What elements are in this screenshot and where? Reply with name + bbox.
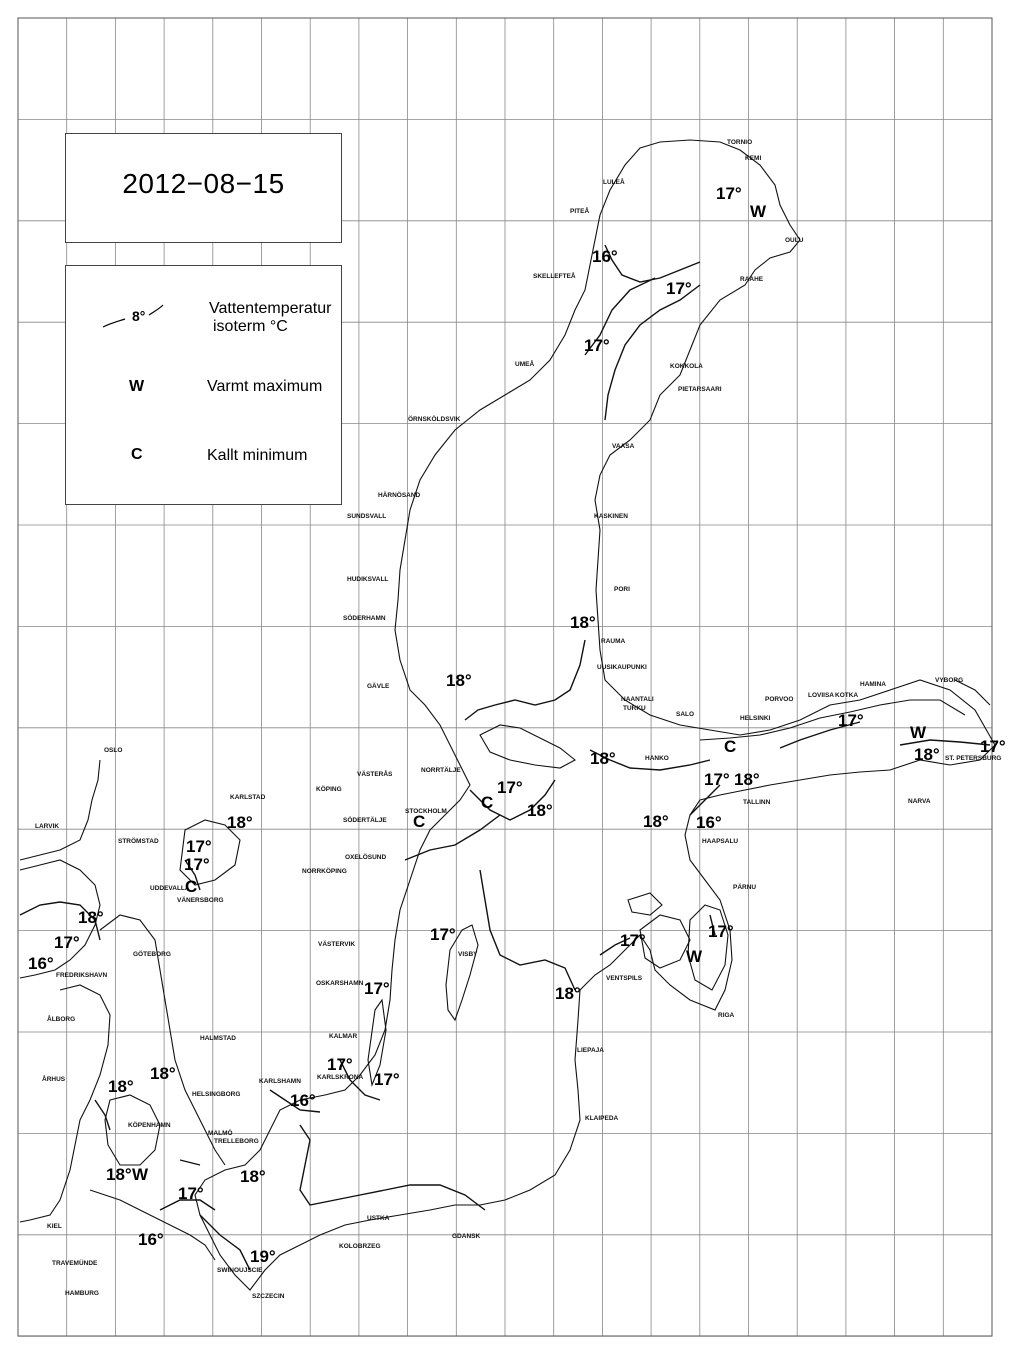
- place-name: OSLO: [104, 747, 123, 754]
- place-name: HUDIKSVALL: [347, 576, 389, 583]
- place-name: KARLSHAMN: [259, 1078, 301, 1085]
- temperature-label: 17°: [430, 925, 456, 944]
- cold-minimum-marker: C: [185, 877, 198, 896]
- place-name: ÅLBORG: [47, 1016, 76, 1023]
- place-name: RAUMA: [601, 638, 626, 645]
- place-name: USTKA: [367, 1215, 390, 1222]
- place-name: NORRKÖPING: [302, 868, 347, 875]
- place-name: ÖRNSKÖLDSVIK: [408, 416, 461, 423]
- place-name: UMEÅ: [515, 361, 535, 368]
- temperature-label: 18°: [643, 812, 669, 831]
- place-name: MALMÖ: [208, 1130, 233, 1137]
- place-name: VÄNERSBORG: [177, 897, 224, 904]
- temperature-label: 17°: [838, 711, 864, 730]
- temperature-label: 18°: [106, 1165, 132, 1184]
- place-name: TURKU: [623, 705, 646, 712]
- temperature-label: 18°: [914, 745, 940, 764]
- place-name: UDDEVALLA: [150, 885, 190, 892]
- cold-minimum-marker: C: [481, 793, 494, 812]
- place-name: NORRTÄLJE: [421, 767, 461, 774]
- cold-minimum-marker: C: [413, 812, 426, 831]
- temperature-label: 17°: [980, 737, 1006, 756]
- place-name: HANKO: [645, 755, 669, 762]
- place-name: STOCKHOLM: [405, 808, 447, 815]
- temperature-label: 16°: [138, 1230, 164, 1249]
- warm-maximum-marker: W: [686, 947, 703, 966]
- place-name: NAANTALI: [621, 696, 654, 703]
- place-name: OSKARSHAMN: [316, 980, 364, 987]
- temperature-label: 17°: [54, 933, 80, 952]
- temperature-label: 17°: [327, 1055, 353, 1074]
- temperature-label: 16°: [28, 954, 54, 973]
- temperature-label: 18°: [150, 1064, 176, 1083]
- place-name: SKELLEFTEÅ: [533, 273, 576, 280]
- place-name: LULEÅ: [603, 179, 625, 186]
- place-name: VÄSTERVIK: [318, 941, 356, 948]
- warm-maximum-marker: W: [910, 723, 927, 742]
- place-name: KÖPING: [316, 786, 342, 793]
- place-name: KIEL: [47, 1223, 62, 1230]
- temperature-label: 18°: [108, 1077, 134, 1096]
- place-name: GDANSK: [452, 1233, 481, 1240]
- legend: [65, 265, 342, 505]
- place-name: LOVIISA: [808, 692, 835, 699]
- place-name: PITEÅ: [570, 208, 590, 215]
- place-name: GÖTEBORG: [133, 951, 171, 958]
- warm-text: Varmt maximum: [207, 378, 323, 395]
- place-name: KALMAR: [329, 1033, 358, 1040]
- temperature-label: 17°: [584, 336, 610, 355]
- place-name: VENTSPILS: [606, 975, 643, 982]
- temperature-label: 17°: [708, 922, 734, 941]
- place-name: STRÖMSTAD: [118, 838, 159, 845]
- temperature-label: 18°: [570, 613, 596, 632]
- place-name: PORI: [614, 586, 630, 593]
- temperature-label: 17°: [666, 279, 692, 298]
- place-name: TALLINN: [743, 799, 771, 806]
- place-name: LIEPAJA: [577, 1047, 604, 1054]
- temperature-label: 17°: [178, 1184, 204, 1203]
- place-name: HELSINKI: [740, 715, 771, 722]
- place-name: PÄRNU: [733, 884, 757, 891]
- place-name: RIGA: [718, 1012, 735, 1019]
- place-name: SWINOUJSCIE: [217, 1267, 263, 1274]
- place-name: TORNIO: [727, 139, 753, 146]
- temperature-label: 18°: [590, 749, 616, 768]
- place-name: KÖPENHAMN: [128, 1122, 171, 1129]
- place-name: VAASA: [612, 443, 635, 450]
- place-name: SALO: [676, 711, 695, 718]
- temperature-label: 18°: [527, 801, 553, 820]
- place-name: KOKKOLA: [670, 363, 703, 370]
- place-name: HALMSTAD: [200, 1035, 236, 1042]
- cold-symbol: C: [131, 446, 143, 463]
- temperature-label: 18°: [78, 908, 104, 927]
- temperature-label: 17°: [186, 837, 212, 856]
- place-name: KARLSKRONA: [317, 1074, 364, 1081]
- place-name: OULU: [785, 237, 804, 244]
- temperature-label: 18°: [555, 984, 581, 1003]
- place-name: FREDRIKSHAVN: [56, 972, 108, 979]
- place-name: HAMINA: [860, 681, 886, 688]
- temperature-label: 17°: [364, 979, 390, 998]
- place-name: VYBORG: [935, 677, 964, 684]
- temperature-label: 18°: [240, 1167, 266, 1186]
- temperature-label: 17°: [497, 778, 523, 797]
- temperature-label: 16°: [696, 813, 722, 832]
- temperature-label: 17°: [620, 931, 646, 950]
- place-name: HÄRNÖSAND: [378, 492, 421, 499]
- temperature-label: 17°: [716, 184, 742, 203]
- place-name: SÖDERHAMN: [343, 615, 386, 622]
- isotherm-symbol: 8°: [132, 308, 146, 324]
- place-name: TRAVEMÜNDE: [52, 1260, 98, 1267]
- temperature-label: 17°: [704, 770, 730, 789]
- place-name: HAAPSALU: [702, 838, 739, 845]
- place-name: SZCZECIN: [252, 1293, 285, 1300]
- place-name: GÄVLE: [367, 683, 390, 690]
- place-name: KOLOBRZEG: [339, 1243, 381, 1250]
- place-name: SUNDSVALL: [347, 513, 387, 520]
- place-name: UUSIKAUPUNKI: [597, 664, 647, 671]
- temperature-label: 16°: [290, 1091, 316, 1110]
- place-name: OXELÖSUND: [345, 854, 387, 861]
- place-name: RAAHE: [740, 276, 764, 283]
- place-name: HELSINGBORG: [192, 1091, 241, 1098]
- place-name: ÅRHUS: [42, 1076, 66, 1083]
- place-name: KARLSTAD: [230, 794, 266, 801]
- isotherm-text-1: Vattentemperatur: [209, 300, 332, 317]
- place-name: VISBY: [458, 951, 478, 958]
- temperature-label: 16°: [592, 247, 618, 266]
- place-name: KEMI: [745, 155, 762, 162]
- isotherm-text-2: isoterm °C: [213, 318, 288, 335]
- temperature-label: 17°: [184, 855, 210, 874]
- place-name: KLAIPEDA: [585, 1115, 619, 1122]
- temperature-label: 19°: [250, 1247, 276, 1266]
- temperature-label: 18°: [734, 770, 760, 789]
- place-name: LARVIK: [35, 823, 60, 830]
- temperature-label: 17°: [374, 1070, 400, 1089]
- warm-symbol: W: [129, 378, 145, 395]
- place-name: PIETARSAARI: [678, 386, 722, 393]
- temperature-label: 18°: [227, 813, 253, 832]
- place-name: KASKINEN: [594, 513, 628, 520]
- place-name: PORVOO: [765, 696, 794, 703]
- place-name: ST. PETERSBURG: [945, 755, 1002, 762]
- title-box: [65, 133, 342, 243]
- warm-maximum-marker: W: [132, 1165, 149, 1184]
- place-name: KOTKA: [835, 692, 859, 699]
- place-name: SÖDERTÄLJE: [343, 817, 387, 824]
- cold-minimum-marker: C: [724, 737, 737, 756]
- place-name: HAMBURG: [65, 1290, 99, 1297]
- place-name: TRELLEBORG: [214, 1138, 259, 1145]
- warm-maximum-marker: W: [750, 202, 767, 221]
- place-name: NARVA: [908, 798, 931, 805]
- cold-text: Kallt minimum: [207, 447, 308, 464]
- place-name: VÄSTERÅS: [357, 771, 393, 778]
- map-date-title: 2012−08−15: [122, 168, 285, 199]
- temperature-label: 18°: [446, 671, 472, 690]
